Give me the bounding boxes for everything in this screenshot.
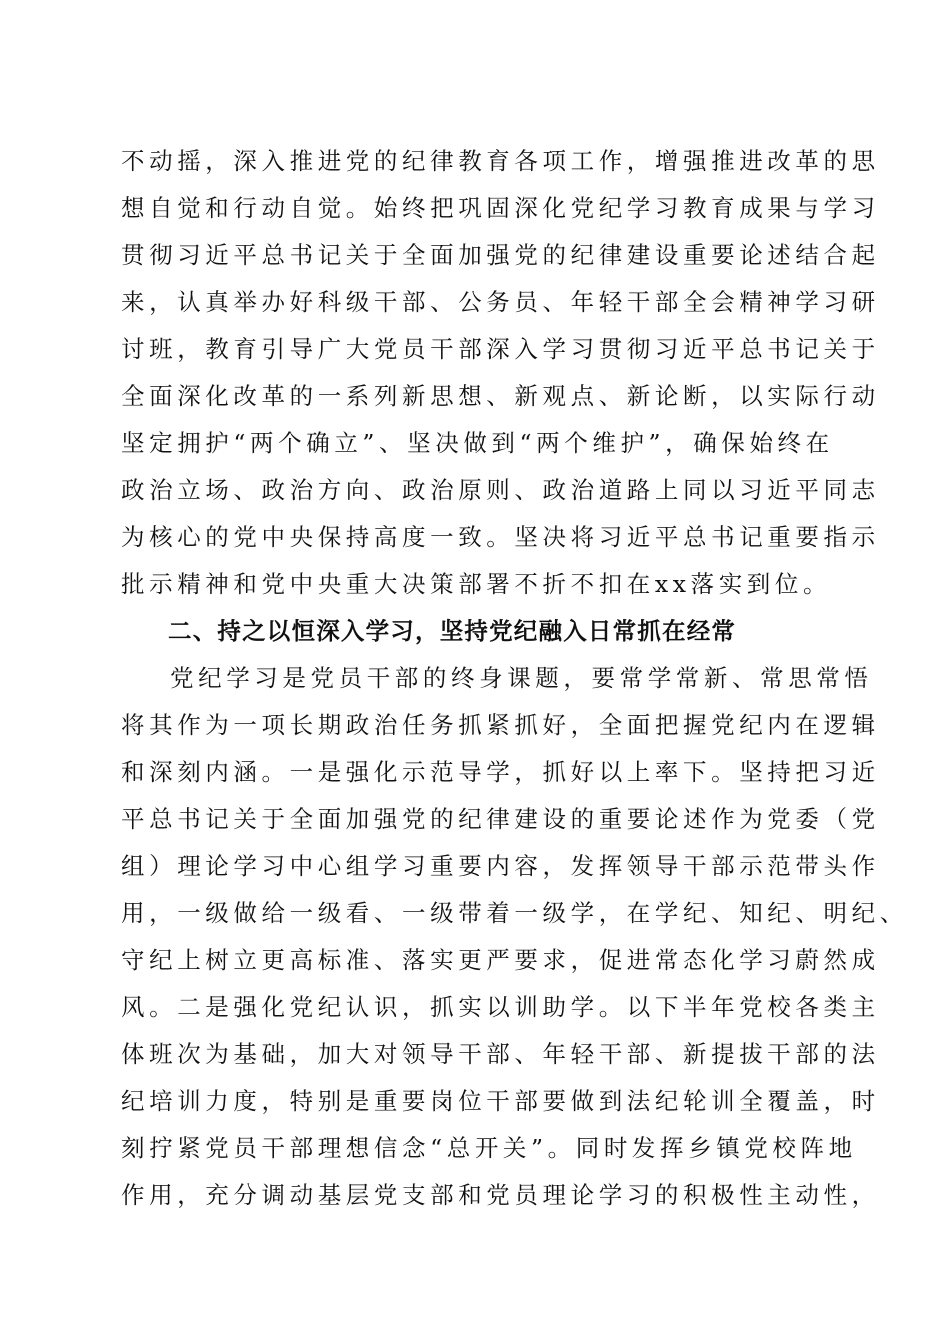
paragraph-first-line: 党纪学习是党员干部的终身课题，要常学常新、常思常悟 [170, 664, 873, 692]
body-line: 刻拧紧党员干部理想信念“总开关”。同时发挥乡镇党校阵地 [121, 1134, 857, 1162]
body-line: 守纪上树立更高标准、落实更严要求，促进常态化学习蔚然成 [121, 946, 880, 974]
body-line: 体班次为基础，加大对领导干部、年轻干部、新提拔干部的法 [121, 1040, 880, 1068]
body-line: 作用，充分调动基层党支部和党员理论学习的积极性主动性， [121, 1181, 880, 1209]
body-line: 纪培训力度，特别是重要岗位干部要做到法纪轮训全覆盖，时 [121, 1087, 880, 1115]
body-line: 来，认真举办好科级干部、公务员、年轻干部全会精神学习研 [121, 288, 880, 316]
body-line: 和深刻内涵。一是强化示范导学，抓好以上率下。坚持把习近 [121, 758, 880, 786]
body-line: 用，一级做给一级看、一级带着一级学，在学纪、知纪、明纪、 [121, 899, 908, 927]
body-line: 将其作为一项长期政治任务抓紧抓好，全面把握党纪内在逻辑 [121, 711, 880, 739]
body-line: 批示精神和党中央重大决策部署不折不扣在xx落实到位。 [121, 570, 832, 598]
body-line: 为核心的党中央保持高度一致。坚决将习近平总书记重要指示 [121, 523, 880, 551]
body-line: 想自觉和行动自觉。始终把巩固深化党纪学习教育成果与学习 [121, 194, 880, 222]
body-line: 组）理论学习中心组学习重要内容，发挥领导干部示范带头作 [121, 852, 880, 880]
body-line: 讨班，教育引导广大党员干部深入学习贯彻习近平总书记关于 [121, 335, 880, 363]
body-line: 贯彻习近平总书记关于全面加强党的纪律建设重要论述结合起 [121, 241, 880, 269]
body-line: 平总书记关于全面加强党的纪律建设的重要论述作为党委（党 [121, 805, 880, 833]
body-line: 不动摇，深入推进党的纪律教育各项工作，增强推进改革的思 [121, 147, 880, 175]
body-line: 风。二是强化党纪认识，抓实以训助学。以下半年党校各类主 [121, 993, 880, 1021]
document-body [121, 138, 908, 1219]
body-line: 政治立场、政治方向、政治原则、政治道路上同以习近平同志 [121, 476, 880, 504]
body-line: 全面深化改革的一系列新思想、新观点、新论断，以实际行动 [121, 382, 880, 410]
section-heading: 二、持之以恒深入学习，坚持党纪融入日常抓在经常 [168, 617, 737, 645]
body-line: 坚定拥护“两个确立”、坚决做到“两个维护”，确保始终在 [121, 429, 834, 457]
